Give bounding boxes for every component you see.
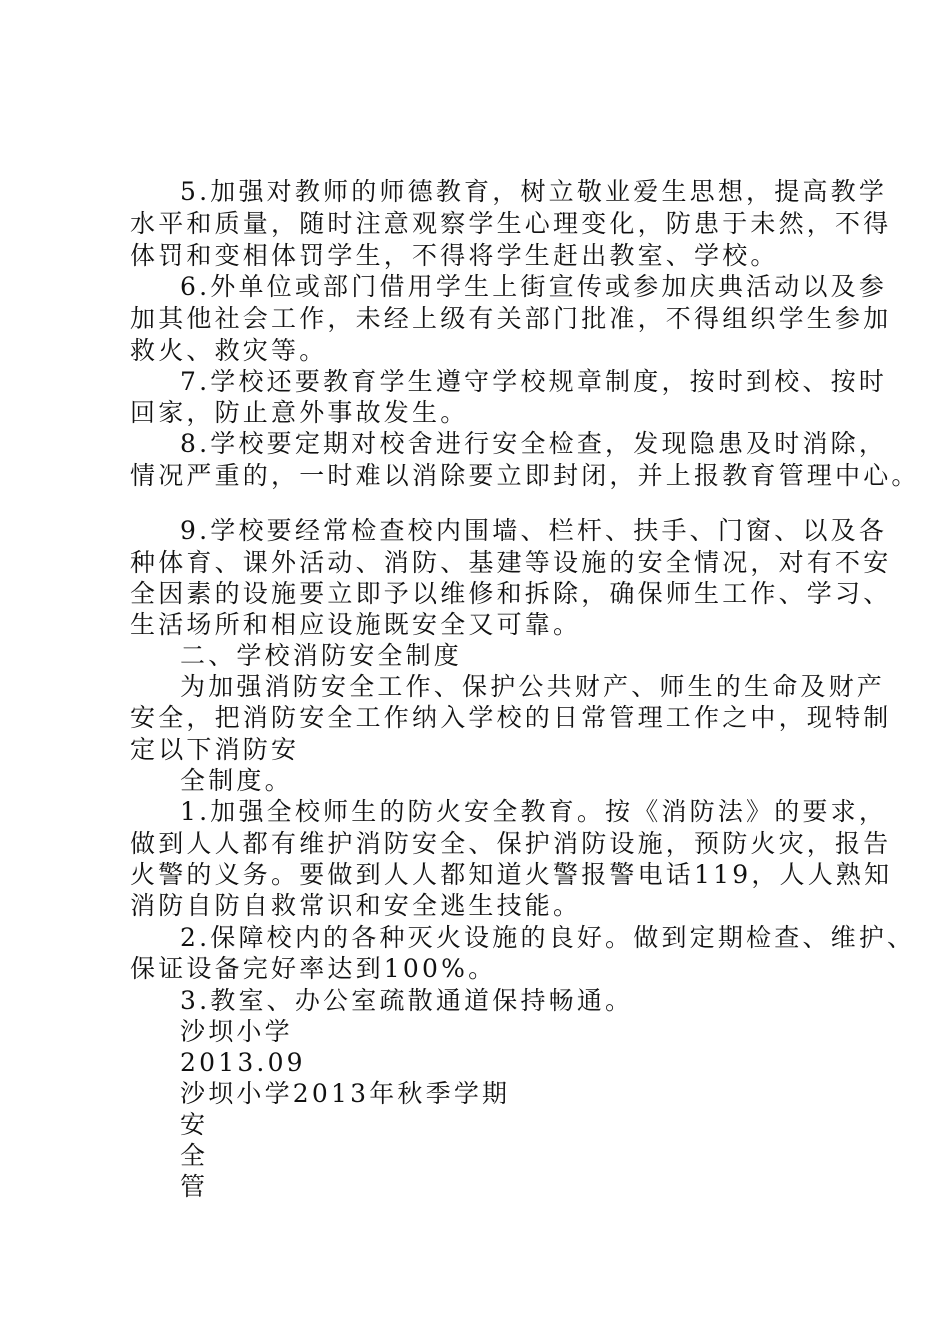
paragraph-line: 火警的义务。要做到人人都知道火警报警电话119，人人熟知 <box>130 860 893 889</box>
paragraph-line: 8.学校要定期对校舍进行安全检查，发现隐患及时消除， <box>180 429 888 458</box>
paragraph-line: 6.外单位或部门借用学生上街宣传或参加庆典活动以及参 <box>180 272 888 301</box>
paragraph-line: 1.加强全校师生的防火安全教育。按《消防法》的要求， <box>180 797 888 826</box>
paragraph-line: 生活场所和相应设施既安全又可靠。 <box>130 610 582 639</box>
paragraph-line: 为加强消防安全工作、保护公共财产、师生的生命及财产 <box>180 672 886 701</box>
paragraph-line: 保证设备完好率达到100%。 <box>130 954 497 983</box>
paragraph-line: 3.教室、办公室疏散通道保持畅通。 <box>180 986 634 1015</box>
paragraph-line: 7.学校还要教育学生遵守学校规章制度，按时到校、按时 <box>180 367 888 396</box>
paragraph-line: 全制度。 <box>180 766 293 795</box>
section-heading: 二、学校消防安全制度 <box>180 641 463 670</box>
paragraph-line: 9.学校要经常检查校内围墙、栏杆、扶手、门窗、以及各 <box>180 516 888 545</box>
paragraph-line: 种体育、课外活动、消防、基建等设施的安全情况，对有不安 <box>130 548 892 577</box>
paragraph-line: 定以下消防安 <box>130 735 300 764</box>
next-section-title: 沙坝小学2013年秋季学期 <box>180 1079 511 1108</box>
paragraph-line: 加其他社会工作，未经上级有关部门批准，不得组织学生参加 <box>130 304 892 333</box>
paragraph-line: 全因素的设施要立即予以维修和拆除，确保师生工作、学习、 <box>130 579 892 608</box>
paragraph-line: 5.加强对教师的师德教育，树立敬业爱生思想，提高教学 <box>180 177 888 206</box>
paragraph-line: 2.保障校内的各种灭火设施的良好。做到定期检查、维护、 <box>180 923 916 952</box>
paragraph-line: 水平和质量，随时注意观察学生心理变化，防患于未然，不得 <box>130 209 892 238</box>
paragraph-line: 回家，防止意外事故发生。 <box>130 398 469 427</box>
paragraph-line: 体罚和变相体罚学生，不得将学生赶出教室、学校。 <box>130 241 779 270</box>
paragraph-line: 做到人人都有维护消防安全、保护消防设施，预防火灾，报告 <box>130 829 892 858</box>
vertical-char: 管 <box>180 1172 209 1201</box>
signature-date: 2013.09 <box>180 1048 306 1077</box>
vertical-char: 全 <box>180 1141 209 1170</box>
paragraph-line: 安全，把消防安全工作纳入学校的日常管理工作之中，现特制 <box>130 703 892 732</box>
vertical-char: 安 <box>180 1110 209 1139</box>
paragraph-line: 消防自防自救常识和安全逃生技能。 <box>130 891 582 920</box>
paragraph-line: 情况严重的，一时难以消除要立即封闭，并上报教育管理中心。 <box>130 461 920 490</box>
signature-school: 沙坝小学 <box>180 1017 293 1046</box>
paragraph-line: 救火、救灾等。 <box>130 336 328 365</box>
